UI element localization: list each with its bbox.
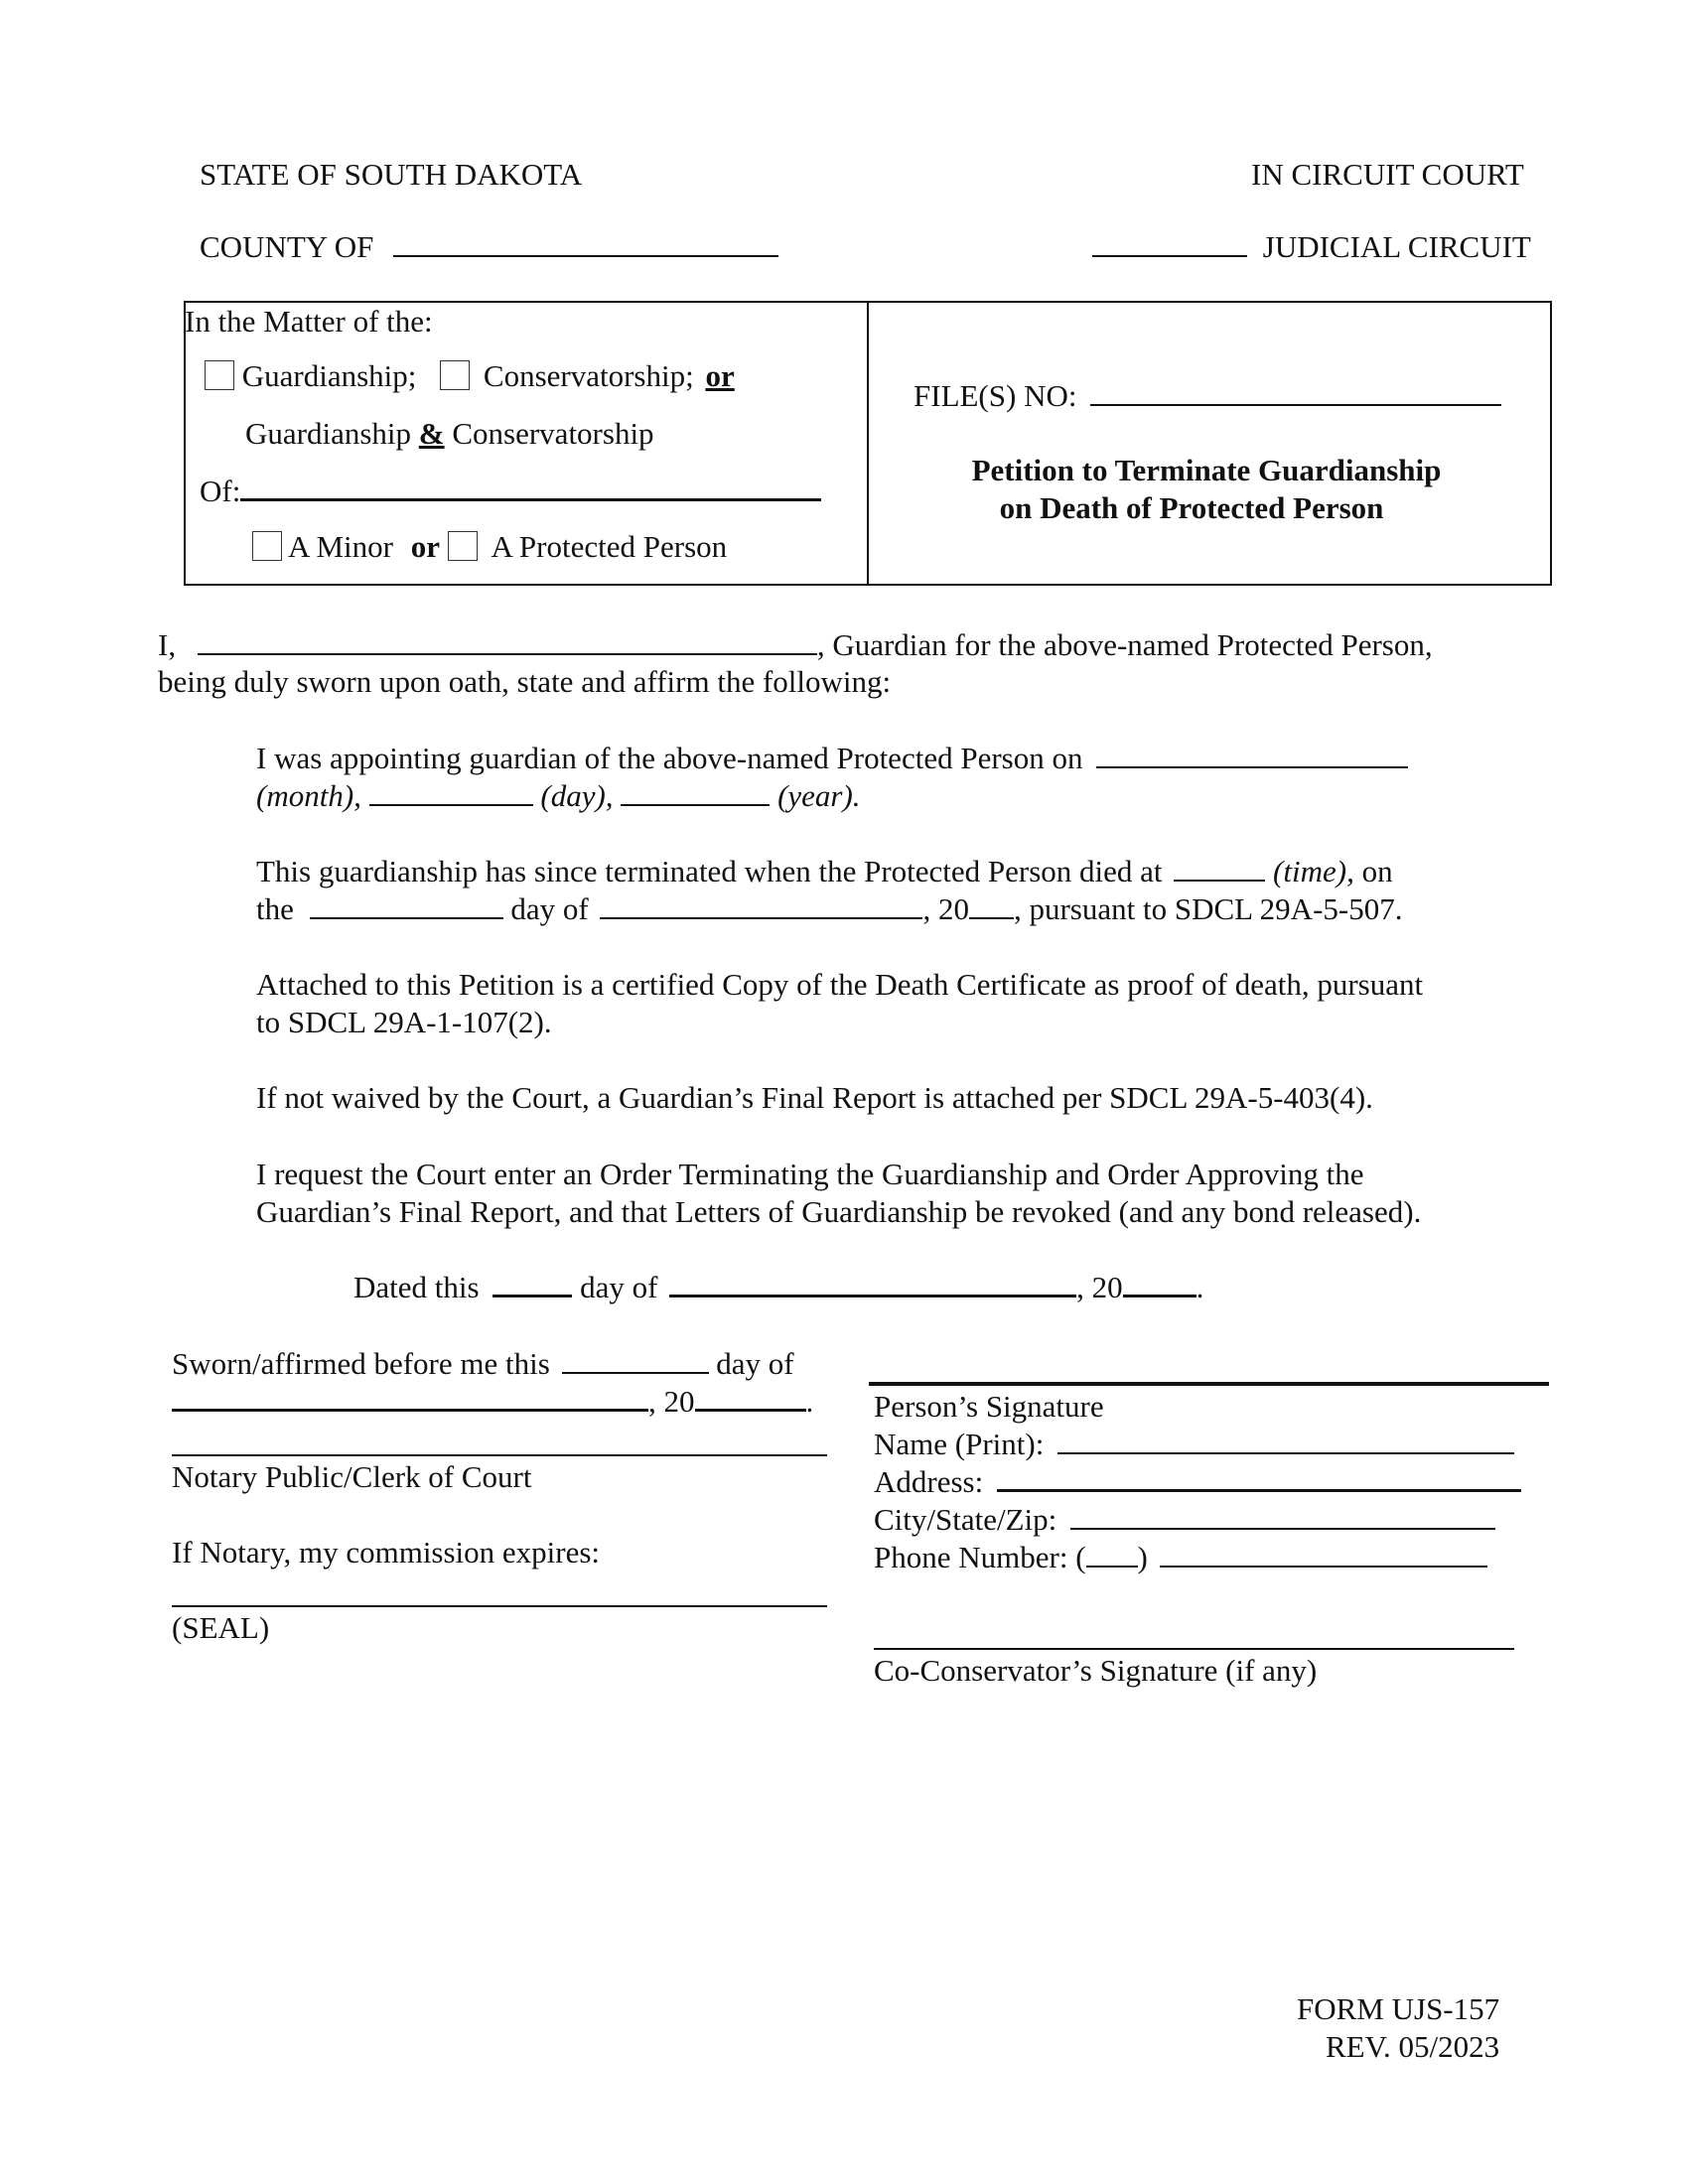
sworn-day-of-label: day of [716, 1346, 794, 1381]
notary-label: Notary Public/Clerk of Court [172, 1459, 532, 1494]
guardian-row [158, 626, 1433, 664]
phone-close: ) [1137, 1540, 1148, 1574]
sworn-row [172, 1345, 794, 1383]
address-label: Address: [874, 1464, 984, 1499]
guardianship-label: Guardianship; [241, 358, 417, 393]
appointment-day-field[interactable] [369, 780, 533, 806]
file-no-label: FILE(S) NO: [914, 378, 1077, 413]
death-day-field[interactable] [310, 893, 503, 919]
phone-field[interactable] [1160, 1542, 1487, 1568]
file-no-row [914, 377, 1501, 415]
death-time-field[interactable] [1174, 856, 1265, 882]
combined-type-row [245, 415, 654, 453]
dated-20-label: , 20 [1076, 1270, 1123, 1304]
request-line-1: I request the Court enter an Order Terminating the Guardianship and Order Approving the [256, 1157, 1364, 1191]
county-field[interactable] [393, 231, 778, 257]
guardianship2-label: Guardianship [245, 416, 412, 451]
sworn-year-field[interactable] [695, 1385, 806, 1412]
death-line-2 [256, 890, 1402, 928]
death-line-1 [256, 853, 1393, 890]
sworn-label: Sworn/affirmed before me this [172, 1346, 550, 1381]
certificate-line-1: Attached to this Petition is a certified Copy of the Death Certificate as proof of death, pursuant [256, 967, 1424, 1002]
pursuant-text: , pursuant to SDCL 29A-5-507. [1013, 891, 1403, 926]
minor-label: A Minor [288, 529, 393, 564]
request-line-2: Guardian’s Final Report, and that Letters of Guardianship be revoked (and any bond released). [256, 1194, 1422, 1229]
person-signature-label: Person’s Signature [874, 1389, 1104, 1424]
county-label: COUNTY OF [200, 229, 374, 264]
city-row [874, 1501, 1495, 1539]
phone-row [874, 1539, 1487, 1576]
certificate-line-2: to SDCL 29A-1-107(2). [256, 1005, 552, 1039]
caption-divider [867, 301, 869, 586]
month-label: (month), [256, 778, 361, 813]
appointment-text: I was appointing guardian of the above-named Protected Person on [256, 741, 1083, 775]
court-heading: IN CIRCUIT COURT [1251, 157, 1524, 192]
year-label: (year). [777, 778, 861, 813]
phone-label: Phone Number: ( [874, 1540, 1086, 1574]
guardian-name-field[interactable] [198, 629, 817, 655]
or-connector: or [705, 358, 735, 393]
circuit-label: JUDICIAL CIRCUIT [1262, 229, 1531, 264]
conservatorship2-label: Conservatorship [452, 416, 654, 451]
address-row [874, 1463, 1521, 1501]
notary-signature-line[interactable] [172, 1454, 827, 1456]
person-signature-line[interactable] [869, 1382, 1549, 1386]
sworn-day-field[interactable] [562, 1348, 709, 1374]
sworn-period: . [805, 1384, 814, 1419]
twenty-label: , 20 [922, 891, 969, 926]
day-of-label: day of [510, 891, 589, 926]
death-text: This guardianship has since terminated when the Protected Person died at [256, 854, 1163, 888]
ampersand: & [418, 416, 445, 451]
dated-label: Dated this [353, 1270, 480, 1304]
death-month-field[interactable] [600, 893, 922, 919]
guardianship-checkbox[interactable] [205, 360, 234, 390]
or-connector-2: or [410, 529, 440, 564]
co-signature-line[interactable] [874, 1648, 1514, 1650]
name-label: Name (Print): [874, 1427, 1045, 1461]
name-row [874, 1426, 1514, 1463]
the-label: the [256, 891, 294, 926]
death-year-field[interactable] [969, 893, 1014, 919]
dated-month-field[interactable] [669, 1271, 1076, 1297]
form-number: FORM UJS-157 [1297, 1991, 1500, 2026]
i-label: I, [158, 627, 177, 662]
of-label: Of: [200, 474, 241, 508]
dated-period: . [1196, 1270, 1204, 1304]
sworn-statement: being duly sworn upon oath, state and affirm the following: [158, 664, 892, 699]
person-type-row [252, 528, 727, 566]
city-field[interactable] [1070, 1504, 1495, 1530]
guardian-text: , Guardian for the above-named Protected Person, [816, 627, 1433, 662]
circuit-number-field[interactable] [1092, 231, 1247, 257]
protected-person-checkbox[interactable] [448, 531, 478, 561]
dated-day-field[interactable] [492, 1271, 572, 1297]
dated-year-field[interactable] [1123, 1271, 1196, 1297]
appointment-year-field[interactable] [621, 780, 770, 806]
day-label: (day), [540, 778, 614, 813]
on-label: on [1361, 854, 1393, 888]
appointment-line-1 [256, 740, 1408, 777]
appointment-month-field[interactable] [1096, 743, 1408, 768]
form-title-line-1: Petition to Terminate Guardianship [971, 453, 1442, 487]
county-row [200, 228, 778, 266]
conservatorship-checkbox[interactable] [440, 360, 470, 390]
form-title-line-2: on Death of Protected Person [999, 490, 1384, 525]
address-field[interactable] [997, 1465, 1521, 1492]
matter-type-row [205, 357, 735, 395]
sworn-month-field[interactable] [172, 1385, 648, 1412]
sworn-date-row [172, 1383, 813, 1421]
city-label: City/State/Zip: [874, 1502, 1057, 1537]
protected-person-name-field[interactable] [240, 475, 821, 501]
phone-area-field[interactable] [1086, 1542, 1138, 1568]
seal-label: (SEAL) [172, 1610, 270, 1645]
commission-line[interactable] [172, 1605, 827, 1607]
time-label: (time), [1273, 854, 1354, 888]
conservatorship-label: Conservatorship; [483, 358, 694, 393]
of-row [200, 473, 821, 510]
name-field[interactable] [1057, 1429, 1514, 1454]
file-no-field[interactable] [1090, 380, 1501, 406]
dated-row [353, 1269, 1203, 1306]
appointment-line-2 [256, 777, 861, 815]
revision-date: REV. 05/2023 [1326, 2029, 1500, 2064]
dated-day-of-label: day of [580, 1270, 658, 1304]
protected-person-label: A Protected Person [491, 529, 728, 564]
final-report-text: If not waived by the Court, a Guardian’s Final Report is attached per SDCL 29A-5-403(4). [256, 1080, 1373, 1115]
state-heading: STATE OF SOUTH DAKOTA [200, 157, 583, 192]
sworn-20-label: , 20 [648, 1384, 695, 1419]
matter-label: In the Matter of the: [185, 304, 433, 339]
circuit-row [1092, 228, 1531, 266]
minor-checkbox[interactable] [252, 531, 282, 561]
co-signature-label: Co-Conservator’s Signature (if any) [874, 1653, 1318, 1688]
commission-label: If Notary, my commission expires: [172, 1535, 601, 1570]
